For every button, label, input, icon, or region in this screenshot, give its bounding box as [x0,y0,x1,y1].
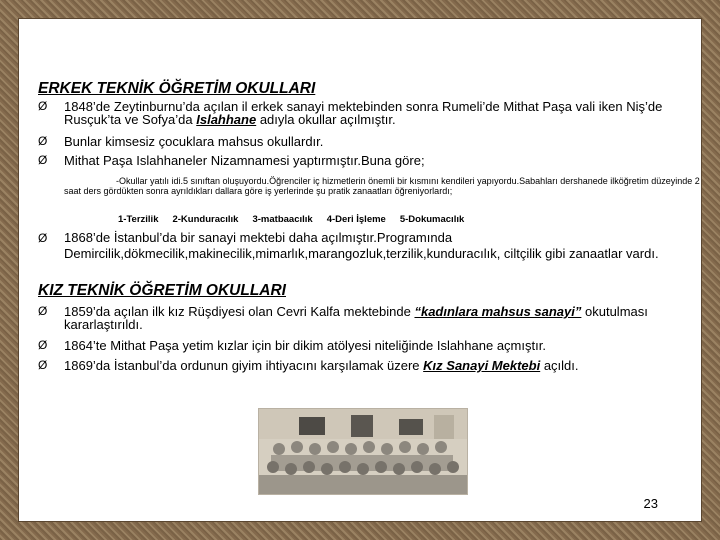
craft-item: 2-Kunduracılık [172,214,239,225]
arrow-bullet-icon: Ø [38,304,48,318]
bullet-item [38,230,698,262]
arrow-bullet-icon: Ø [38,153,48,167]
craft-item: 3-matbaacılık [252,214,313,225]
craft-item: 1-Terzilik [118,214,159,225]
bullet-item [38,305,698,331]
bullet-text: Mithat Paşa Islahhaneler Nizamnamesi yaptırmıştır.Buna göre; [64,153,425,168]
bullet-item [38,154,698,167]
bullet-item [38,100,698,126]
bullet-text: 1859’da açılan ilk kız Rüşdiyesi olan Cevri Kalfa mektebinde “kadınlara mahsus sanayi” okutulması kararlaştırıldı. [64,304,648,332]
craft-list [118,214,478,225]
bullet-item [38,359,698,372]
arrow-bullet-icon: Ø [38,338,48,352]
kiz-sanayi-mektebi-term: Kız Sanayi Mektebi [423,358,541,373]
section-heading-kiz: KIZ TEKNİK ÖĞRETİM OKULLARI [38,282,286,299]
bullet-text: 1848’de Zeytinburnu’da açılan il erkek sanayi mektebinden sonra Rumeli’de Mithat Paşa vali iken Niş’de Rusçuk’ta ve Sofya’da Islahhane adıyla okullar açılmıştır. [64,99,663,127]
class-photo-image [259,409,467,494]
page-number: 23 [643,496,658,511]
kadinlara-mahsus-term: “kadınlara mahsus sanayi” [414,304,582,319]
arrow-bullet-icon: Ø [38,358,48,372]
arrow-bullet-icon: Ø [38,99,48,113]
arrow-bullet-icon: Ø [38,231,48,245]
arrow-bullet-icon: Ø [38,134,48,148]
bullet-text: Bunlar kimsesiz çocuklara mahsus okullardır. [64,134,324,149]
bullet-text: 1868’de İstanbul’da bir sanayi mektebi daha açılmıştır.Programında Demircilik,dökmecilik,makinecilik,mimarlık,marangozluk,terzilik,kunduracılık, ciltçilik gibi zanaatlar vardı. [64,230,659,261]
section-heading-erkek: ERKEK TEKNİK ÖĞRETİM OKULLARI [38,80,316,97]
historical-class-photo [258,408,468,495]
bullet-text: 1869’da İstanbul’da ordunun giyim ihtiyacını karşılamak üzere Kız Sanayi Mektebi açıldı. [64,358,579,373]
islahhane-note: -Okullar yatılı idi.5 sınıftan oluşuyordu.Öğrenciler iç hizmetlerin önemli bir kısmını kendileri yapıyordu.Sabahları dershanede ilköğretim düzeyinde 2 saat ders gördükten sonra ayrıldıkları dallara göre iş yerlerinde şu pratik zanaatları öğreniyorlardı; [64,176,700,196]
slide [18,18,702,522]
craft-item: 4-Deri İşleme [326,214,386,225]
craft-item: 5-Dokumacılık [399,214,465,225]
bullet-item [38,135,698,148]
bullet-item [38,339,698,352]
islahhane-term: Islahhane [196,112,257,127]
bullet-text: 1864’te Mithat Paşa yetim kızlar için bir dikim atölyesi niteliğinde Islahhane açmıştır. [64,338,546,353]
